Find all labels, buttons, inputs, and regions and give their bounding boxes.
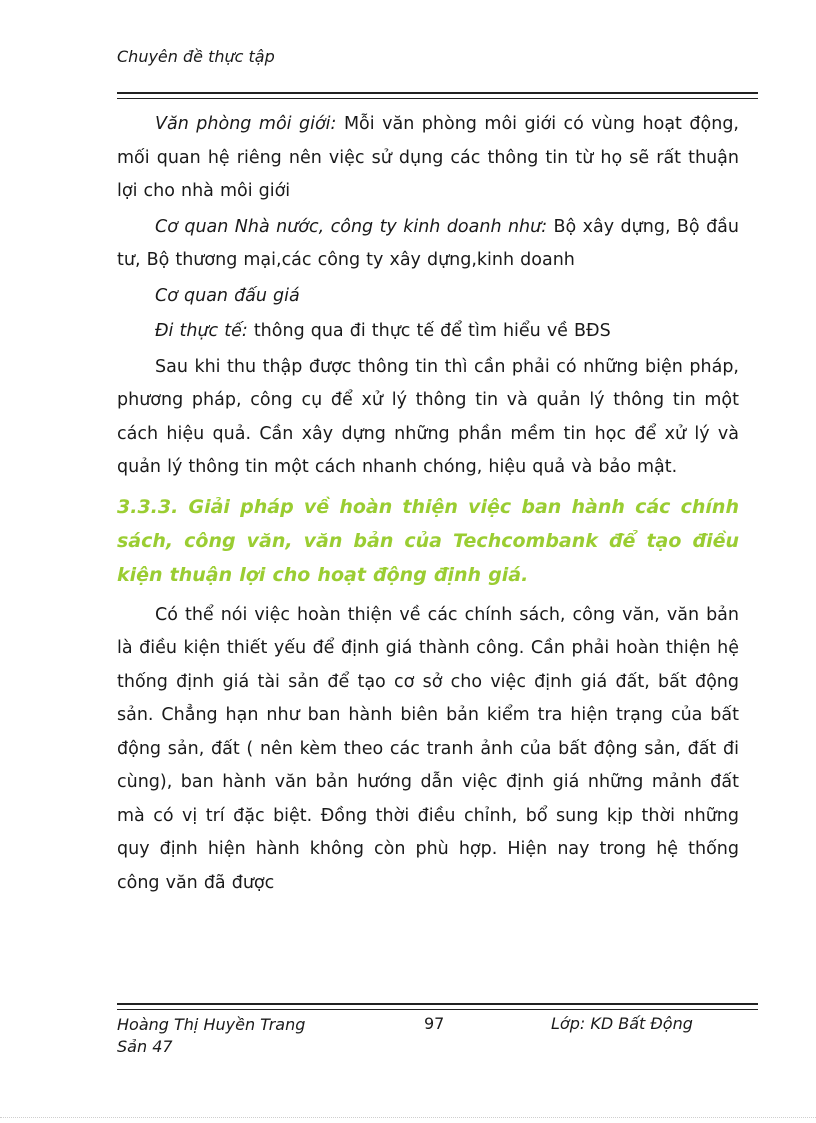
paragraph bbox=[117, 108, 739, 209]
paragraph-lead-in: Văn phòng môi giới: bbox=[155, 114, 337, 134]
footer-author bbox=[117, 1014, 305, 1058]
section-heading: 3.3.3. Giải pháp về hoàn thiện việc ban hành các chính sách, công văn, văn bản của Techcombank để tạo điều kiện thuận lợi cho hoạt động định giá. bbox=[117, 495, 739, 586]
page-header-title: Chuyên đề thực tập bbox=[117, 47, 275, 66]
paragraph: Sau khi thu thập được thông tin thì cần phải có những biện pháp, phương pháp, công cụ để xử lý thông tin và quản lý thông tin một cách hiệu quả. Cần xây dựng những phần mềm tin học để xử lý và quản lý thông tin một cách nhanh chóng, hiệu quả và bảo mật. bbox=[117, 356, 739, 477]
page-edge-divider bbox=[0, 1117, 816, 1118]
footer-author-continuation: Sản 47 bbox=[117, 1037, 173, 1056]
paragraph-text: Bộ xây dựng, Bộ đầu tư, Bộ thương mại,các công ty xây dựng,kinh doanh bbox=[117, 216, 739, 270]
paragraph bbox=[117, 211, 739, 278]
paragraph bbox=[117, 315, 739, 349]
header-rule bbox=[117, 92, 758, 99]
footer-rule bbox=[117, 1003, 758, 1010]
paragraph bbox=[117, 280, 739, 314]
body-text bbox=[117, 108, 739, 900]
paragraph-lead-in: Cơ quan đấu giá bbox=[155, 285, 300, 306]
paragraph-lead-in: Đi thực tế: bbox=[155, 321, 248, 341]
footer-author-name: Hoàng Thị Huyền Trang bbox=[117, 1015, 306, 1034]
footer-page-number: 97 bbox=[424, 1014, 445, 1033]
paragraph-text: thông qua đi thực tế để tìm hiểu về BĐS bbox=[247, 321, 611, 341]
footer-class-label: Lớp: KD Bất Động bbox=[551, 1014, 693, 1033]
section-body-paragraph: Có thể nói việc hoàn thiện về các chính sách, công văn, văn bản là điều kiện thiết yếu để định giá thành công. Cần phải hoàn thiện hệ thống định giá tài sản để tạo cơ sở cho việc định giá đất, bất động sản. Chẳng hạn như ban hành biên bản kiểm tra hiện trạng của bất động sản, đất ( nên kèm theo các tranh ảnh của bất động sản, đất đi cùng), ban hành văn bản hướng dẫn việc định giá những mảnh đất mà có vị trí đặc biệt. Đồng thời điều chỉnh, bổ sung kịp thời những quy định hiện hành không còn phù hợp. Hiện nay trong hệ thống công văn đã được bbox=[117, 604, 739, 893]
paragraph-text: Mỗi văn phòng môi giới có vùng hoạt động, mối quan hệ riêng nên việc sử dụng các thông tin từ họ sẽ rất thuận lợi cho nhà môi giới bbox=[117, 114, 739, 201]
paragraph-lead-in: Cơ quan Nhà nước, công ty kinh doanh như: bbox=[155, 216, 548, 237]
